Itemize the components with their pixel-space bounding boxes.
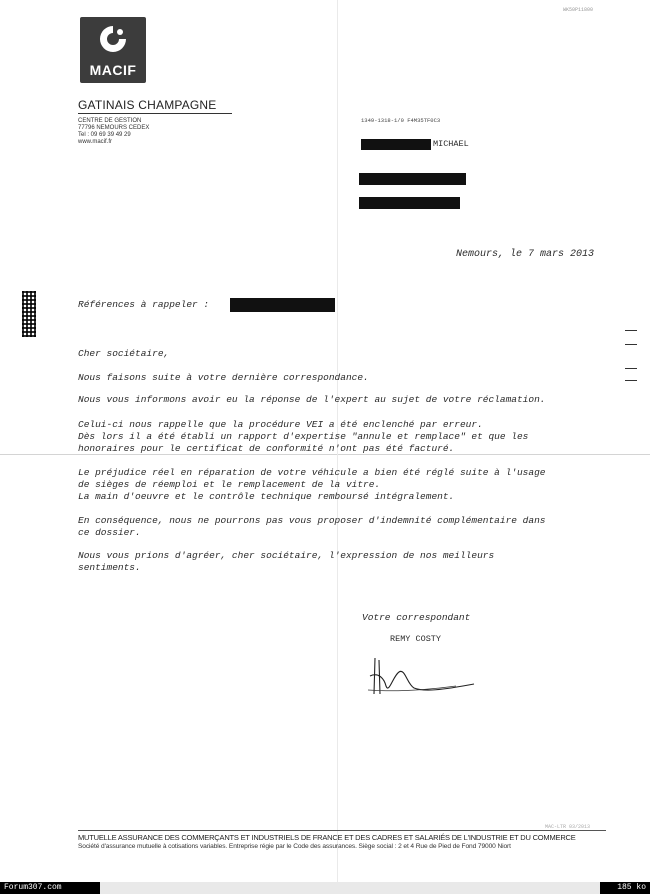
footer-legal-text: Société d'assurance mutuelle à cotisations variables. Entreprise régie par le Code des assurances. Siège social : 2 et 4 Rue de Pied de Fond 79000 Niort: [78, 843, 511, 850]
footer-company-name: MUTUELLE ASSURANCE DES COMMERÇANTS ET INDUSTRIELS DE FRANCE ET DES CADRES ET SALARIÉS DE L'INDUSTRIE ET DU COMMERCE: [78, 833, 576, 842]
signatory-name: REMY COSTY: [390, 634, 442, 644]
fold-mark: [625, 330, 637, 331]
paragraph-3-line-1: Celui-ci nous rappelle que la procédure VEI a été enclenché par erreur.: [78, 419, 483, 430]
references-label: Références à rappeler :: [78, 299, 210, 310]
fold-mark: [625, 344, 637, 345]
fold-line-horizontal: [0, 454, 650, 455]
redacted-reference: [230, 298, 335, 312]
address-line-3: Tel : 09 69 39 49 29: [78, 132, 131, 138]
paragraph-6-line-1: Nous vous prions d'agréer, cher sociétaire, l'expression de nos meilleurs: [78, 550, 495, 561]
macif-logo: [80, 17, 146, 83]
paragraph-1: Nous faisons suite à votre dernière correspondance.: [78, 372, 369, 383]
top-reference: WK50P11800: [563, 7, 594, 13]
recipient-name: MICHAEL: [433, 139, 469, 149]
org-name: GATINAIS CHAMPAGNE: [78, 98, 217, 112]
watermark-size: 185 ko: [600, 882, 650, 894]
redacted-recipient-name: [361, 139, 431, 150]
paragraph-4-line-1: Le préjudice réel en réparation de votre véhicule a bien été réglé suite à l'usage: [78, 467, 546, 478]
address-line-2: 77796 NEMOURS CEDEX: [78, 125, 150, 131]
org-underline: [78, 113, 232, 114]
address-line-1: CENTRE DE GESTION: [78, 118, 142, 124]
paragraph-6-line-2: sentiments.: [78, 562, 141, 573]
paragraph-2: Nous vous informons avoir eu la réponse de l'expert au sujet de votre réclamation.: [78, 394, 546, 405]
redacted-address-line-1: [359, 173, 466, 185]
paragraph-3-line-3: honoraires pour le certificat de conformité n'ont pas été facturé.: [78, 443, 455, 454]
footer-rule: [78, 830, 606, 831]
fold-mark: [625, 368, 637, 369]
logo-text: MACIF: [89, 62, 137, 78]
watermark-site: Forum307.com: [0, 882, 100, 894]
fold-mark: [625, 380, 637, 381]
handwritten-signature: [366, 654, 478, 700]
paragraph-4-line-2: de sièges de réemploi et le remplacement de la vitre.: [78, 479, 381, 490]
address-line-4: www.macif.fr: [78, 139, 113, 145]
footer-small-reference: MAC-LTR 03/2013: [545, 824, 591, 830]
paragraph-3-line-2: Dès lors il a été établi un rapport d'expertise "annule et remplace" et que les: [78, 431, 529, 442]
greeting: Cher sociétaire,: [78, 348, 170, 359]
paragraph-5-line-2: ce dossier.: [78, 527, 141, 538]
signature-title: Votre correspondant: [362, 612, 471, 623]
redacted-address-line-2: [359, 197, 460, 209]
macif-spiral-icon: [97, 23, 129, 55]
paragraph-4-line-3: La main d'oeuvre et le contrôle technique remboursé intégralement.: [78, 491, 455, 502]
letter-reference-code: 1349-1318-1/0 F4M35TF0C3: [361, 117, 441, 124]
paragraph-5-line-1: En conséquence, nous ne pourrons pas vous proposer d'indemnité complémentaire dans: [78, 515, 546, 526]
barcode: [22, 291, 36, 337]
letter-date: Nemours, le 7 mars 2013: [456, 249, 595, 260]
